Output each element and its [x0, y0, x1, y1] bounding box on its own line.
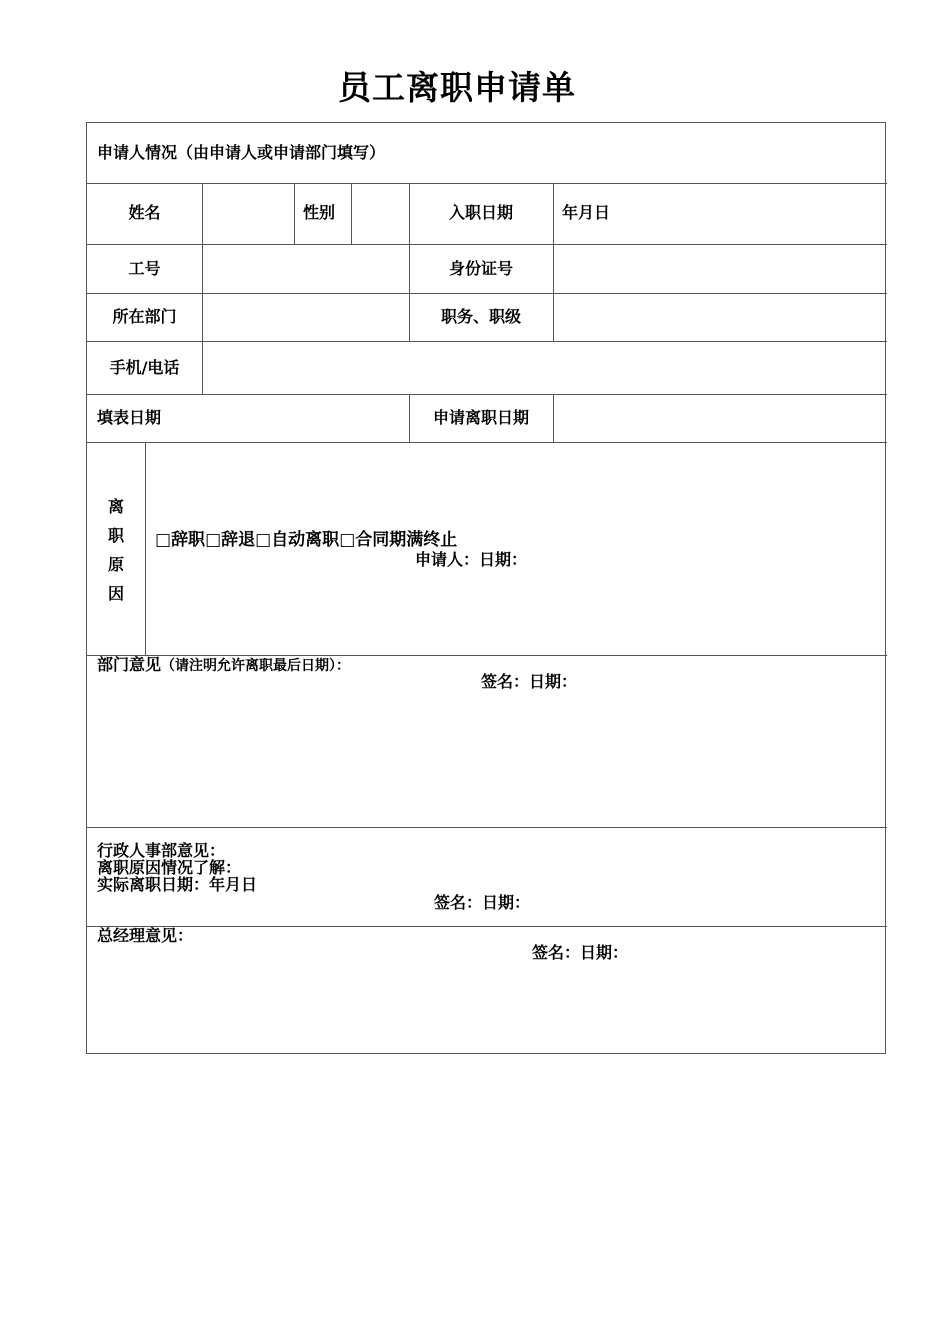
row-divider	[87, 442, 887, 443]
section-header: 申请人情况（由申请人或申请部门填写）	[97, 143, 386, 162]
option-dismissed: 辞退	[221, 530, 256, 550]
col-divider	[202, 183, 203, 394]
row-divider	[87, 926, 887, 927]
option-self-leave: 自动离职	[271, 530, 340, 550]
gm-opinion-label: 总经理意见：	[97, 926, 194, 945]
row-divider	[87, 183, 887, 184]
row-divider	[87, 394, 887, 395]
hr-signature: 签名：日期：	[434, 893, 531, 912]
checkbox-icon[interactable]: □	[339, 530, 356, 550]
position-label: 职务、职级	[440, 307, 521, 326]
reason-label: 离 职 原 因	[107, 497, 124, 603]
dept-signature: 签名：日期：	[481, 672, 578, 691]
resignation-form	[86, 122, 886, 1054]
row-divider	[87, 293, 887, 294]
name-label: 姓名	[128, 203, 161, 222]
row-divider	[87, 827, 887, 828]
hire-date-value: 年月日	[562, 203, 611, 222]
hr-opinion-line: 离职原因情况了解：	[97, 858, 242, 877]
hr-opinion-line: 实际离职日期：年月日	[97, 875, 258, 894]
row-divider	[87, 341, 887, 342]
form-title: 员工离职申请单	[338, 68, 576, 107]
gender-label: 性别	[303, 203, 336, 222]
checkbox-icon[interactable]: □	[155, 530, 172, 550]
hire-date-label: 入职日期	[448, 203, 513, 222]
col-divider	[553, 183, 554, 341]
employee-id-label: 工号	[128, 259, 161, 278]
option-contract-end: 合同期满终止	[355, 530, 458, 550]
phone-label: 手机/电话	[109, 358, 180, 377]
checkbox-icon[interactable]: □	[255, 530, 272, 550]
hr-opinion-line: 行政人事部意见：	[97, 841, 226, 860]
applicant-signature: 申请人：日期：	[415, 550, 528, 569]
checkbox-icon[interactable]: □	[205, 530, 222, 550]
id-number-label: 身份证号	[448, 259, 513, 278]
col-divider	[294, 183, 295, 244]
department-label: 所在部门	[112, 307, 177, 326]
col-divider	[553, 394, 554, 442]
option-resign: 辞职	[171, 530, 206, 550]
leave-date-label: 申请离职日期	[432, 408, 529, 427]
fill-date-label: 填表日期	[97, 408, 162, 427]
col-divider	[145, 442, 146, 655]
col-divider	[351, 183, 352, 244]
gm-signature: 签名：日期：	[532, 943, 629, 962]
dept-opinion-label: 部门意见（请注明允许离职最后日期）：	[97, 655, 351, 674]
row-divider	[87, 244, 887, 245]
reason-options	[155, 531, 457, 549]
